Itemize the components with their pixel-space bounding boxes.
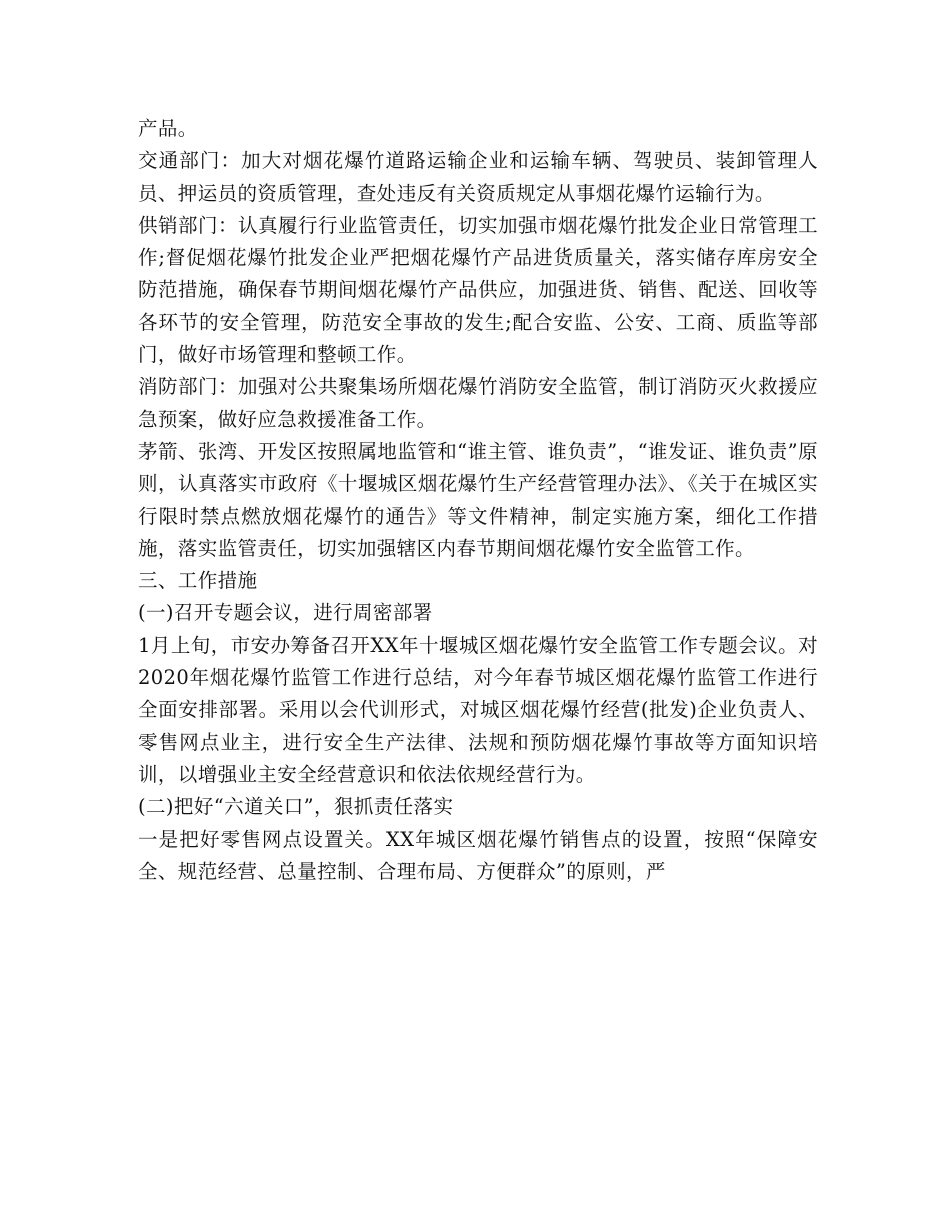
- paragraph-fire-dept: 消防部门：加强对公共聚集场所烟花爆竹消防安全监管，制订消防灭火救援应急预案，做好应急救援准备工作。: [138, 375, 818, 431]
- paragraph-meeting: 1月上旬，市安办筹备召开XX年十堰城区烟花爆竹安全监管工作专题会议。对2020年烟花爆竹监管工作进行总结，对今年春节城区烟花爆竹监管工作进行全面安排部署。采用以会代训形式，对城区烟花爆竹经营(批发)企业负责人、零售网点业主，进行安全生产法律、法规和预防烟花爆竹事故等方面知识培训，以增强业主安全经营意识和依法依规经营行为。: [138, 633, 818, 786]
- paragraph-supply-dept: 供销部门：认真履行行业监管责任，切实加强市烟花爆竹批发企业日常管理工作;督促烟花爆竹批发企业严把烟花爆竹产品进货质量关，落实储存库房安全防范措施，确保春节期间烟花爆竹产品供应，加强进货、销售、配送、回收等各环节的安全管理，防范安全事故的发生;配合安监、公安、工商、质监等部门，做好市场管理和整顿工作。: [138, 213, 818, 367]
- paragraph-transport-dept: 交通部门：加大对烟花爆竹道路运输企业和运输车辆、驾驶员、装卸管理人员、押运员的资质管理，查处违反有关资质规定从事烟花爆竹运输行为。: [138, 149, 818, 205]
- section-heading-measures: 三、工作措施: [138, 569, 258, 593]
- subheading-meeting: (一)召开专题会议，进行周密部署: [138, 601, 433, 625]
- paragraph-product-end: 产品。: [138, 117, 198, 140]
- subheading-six-checkpoints: (二)把好“六道关口”，狠抓责任落实: [138, 795, 454, 819]
- paragraph-retail-outlets: 一是把好零售网点设置关。XX年城区烟花爆竹销售点的设置，按照“保障安全、规范经营、总量控制、合理布局、方便群众”的原则，严: [138, 827, 818, 883]
- document-body: [138, 113, 818, 888]
- paragraph-districts: 茅箭、张湾、开发区按照属地监管和“谁主管、谁负责”，“谁发证、谁负责”原则，认真落实市政府《十堰城区烟花爆竹生产经营管理办法》、《关于在城区实行限时禁点燃放烟花爆竹的通告》等文件精神，制定实施方案，细化工作措施，落实监管责任，切实加强辖区内春节期间烟花爆竹安全监管工作。: [138, 439, 818, 560]
